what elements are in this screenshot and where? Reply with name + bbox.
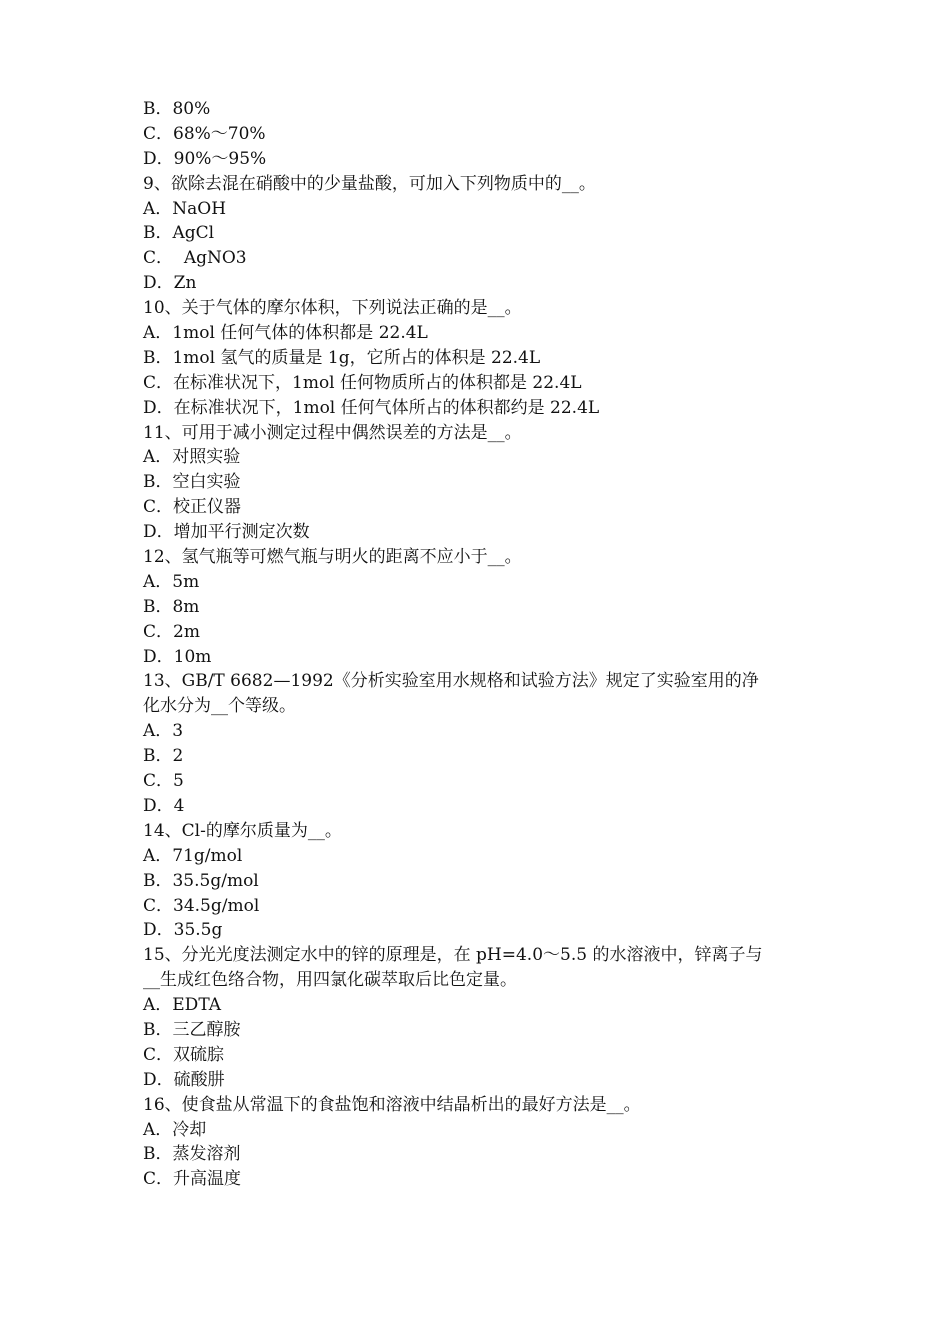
text-line: B．空白实验 <box>143 472 241 493</box>
text-line: A．1mol 任何气体的体积都是 22.4L <box>143 323 428 344</box>
text-line: D．10m <box>143 646 212 667</box>
text-line: D．硫酸肼 <box>143 1069 225 1090</box>
text-line: B．8m <box>143 596 200 617</box>
text-line: C．34.5g/mol <box>143 895 260 916</box>
text-line: A．EDTA <box>143 995 222 1016</box>
text-line: D．在标准状况下，1mol 任何气体所占的体积都约是 22.4L <box>143 397 600 418</box>
text-line: C．升高温度 <box>143 1169 242 1190</box>
text-line: A．对照实验 <box>143 447 241 468</box>
text-line: B．蒸发溶剂 <box>143 1144 241 1165</box>
text-line: D．增加平行测定次数 <box>143 522 310 543</box>
text-line: 10、关于气体的摩尔体积，下列说法正确的是__。 <box>143 298 522 319</box>
text-line: A．冷却 <box>143 1119 207 1140</box>
text-line: C．2m <box>143 621 200 642</box>
text-line: 15、分光光度法测定水中的锌的原理是，在 pH=4.0～5.5 的水溶液中，锌离子与 <box>143 945 763 966</box>
question-text-block <box>143 97 823 1192</box>
text-line: B．1mol 氢气的质量是 1g，它所占的体积是 22.4L <box>143 347 541 368</box>
text-line: B．35.5g/mol <box>143 870 259 891</box>
text-line: A．5m <box>143 571 200 592</box>
text-line: 16、使食盐从常温下的食盐饱和溶液中结晶析出的最好方法是__。 <box>143 1094 641 1115</box>
text-line: D．4 <box>143 795 185 816</box>
text-line: A．71g/mol <box>143 845 243 866</box>
text-line: 12、氢气瓶等可燃气瓶与明火的距离不应小于__。 <box>143 547 522 568</box>
text-line: B．80% <box>143 99 211 119</box>
text-line: D．35.5g <box>143 920 223 941</box>
text-line: C． AgNO3 <box>143 248 247 269</box>
text-line: C．在标准状况下，1mol 任何物质所占的体积都是 22.4L <box>143 372 582 393</box>
text-line: D．Zn <box>143 273 197 294</box>
text-line: A．3 <box>143 721 184 742</box>
text-line: C．68%～70% <box>143 123 266 144</box>
text-line: D．90%～95% <box>143 148 267 169</box>
text-line: 11、可用于减小测定过程中偶然误差的方法是__。 <box>143 422 522 443</box>
text-line: A．NaOH <box>143 198 227 219</box>
text-line: 9、欲除去混在硝酸中的少量盐酸，可加入下列物质中的__。 <box>143 173 596 194</box>
text-line: B．AgCl <box>143 223 215 244</box>
text-line: C．校正仪器 <box>143 497 242 518</box>
text-line: 13、GB/T 6682—1992《分析实验室用水规格和试验方法》规定了实验室用的净 <box>143 671 759 692</box>
text-line: __生成红色络合物，用四氯化碳萃取后比色定量。 <box>143 970 517 991</box>
text-line: B．2 <box>143 746 184 767</box>
text-line: B．三乙醇胺 <box>143 1019 241 1040</box>
text-line: C．5 <box>143 771 184 792</box>
text-line: 14、Cl-的摩尔质量为__。 <box>143 820 342 841</box>
text-line: C．双硫腙 <box>143 1044 225 1065</box>
text-line: 化水分为__个等级。 <box>143 696 296 717</box>
